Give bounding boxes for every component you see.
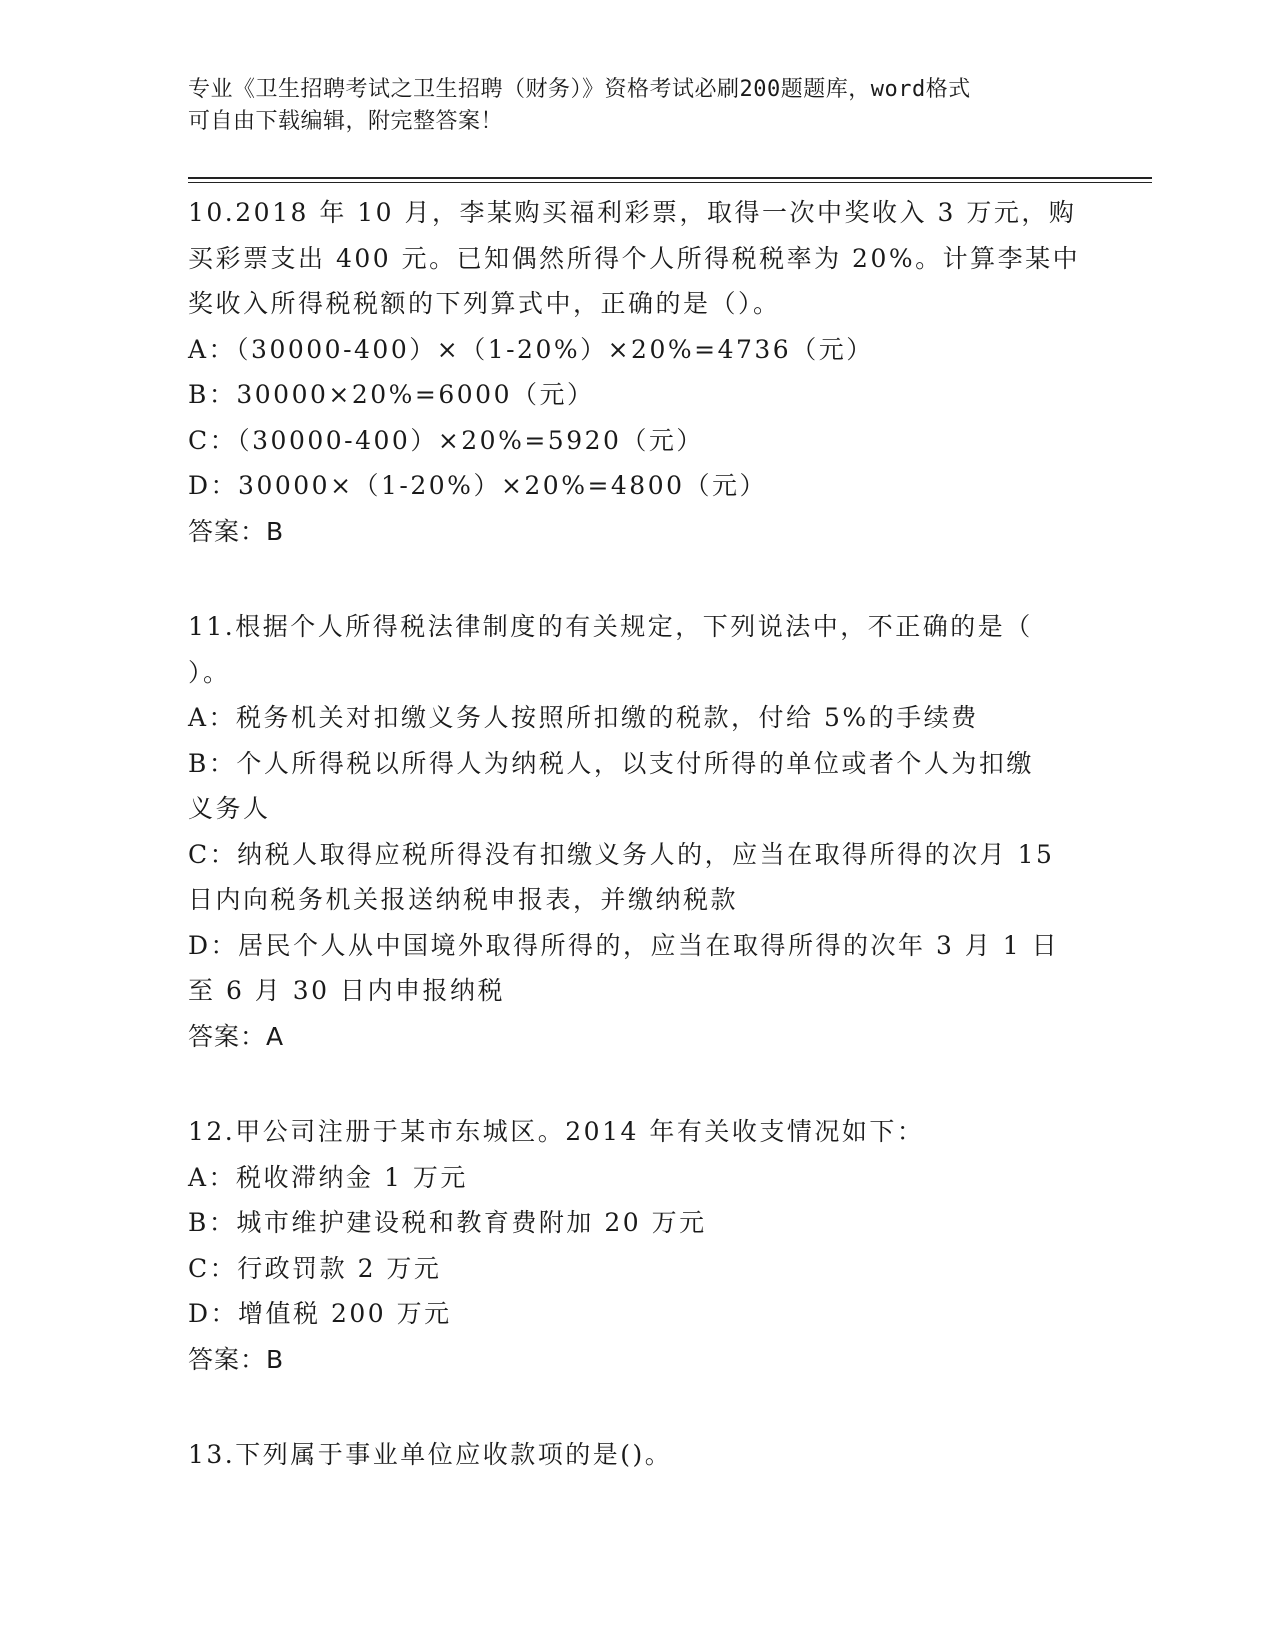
question-block [188,190,1088,554]
option-line: C：纳税人取得应税所得没有扣缴义务人的，应当在取得所得的次月 15 [188,839,1055,869]
option-line: C：行政罚款 2 万元 [188,1253,442,1283]
option-line: B：个人所得税以所得人为纳税人，以支付所得的单位或者个人为扣缴 [188,748,1034,778]
question-stem-line: 13.下列属于事业单位应收款项的是()。 [188,1440,673,1469]
question-block [188,1432,1088,1478]
option-line: A：税收滞纳金 1 万元 [188,1162,468,1192]
option-line: B：城市维护建设税和教育费附加 20 万元 [188,1208,707,1237]
header-divider [188,177,1152,179]
option-line: D：30000×（1-20%）×20%=4800（元） [188,471,768,500]
question-block [188,1109,1088,1382]
option-line: B：30000×20%=6000（元） [188,380,595,409]
question-list [188,190,1088,1528]
option-line: D：增值税 200 万元 [188,1299,452,1328]
question-stem-line: 12.甲公司注册于某市东城区。2014 年有关收支情况如下： [188,1117,925,1146]
question-stem-line: 买彩票支出 400 元。已知偶然所得个人所得税税率为 20%。计算李某中 [188,243,1081,273]
question-stem-line: 11.根据个人所得税法律制度的有关规定，下列说法中，不正确的是（ [188,612,1033,641]
option-line: A：税务机关对扣缴义务人按照所扣缴的税款，付给 5%的手续费 [188,703,979,732]
option-line: 义务人 [188,794,271,823]
header-divider-thin [188,182,1152,183]
option-line: C：（30000-400）×20%=5920（元） [188,425,704,455]
answer-label: 答案：B [188,516,285,546]
question-stem-line: 奖收入所得税税额的下列算式中，正确的是（）。 [188,289,781,318]
question-stem-line: 10.2018 年 10 月，李某购买福利彩票，取得一次中奖收入 3 万元，购 [188,198,1077,227]
question-block [188,604,1088,1059]
header-title-line-1: 专业《卫生招聘考试之卫生招聘（财务）》资格考试必刷200题题库，word格式 [188,77,971,102]
document-header [188,74,1068,138]
option-line: 日内向税务机关报送纳税申报表，并缴纳税款 [188,885,739,914]
answer-label: 答案：A [188,1021,285,1051]
option-line: D：居民个人从中国境外取得所得的，应当在取得所得的次年 3 月 1 日 [188,930,1060,960]
header-title-line-2: 可自由下载编辑，附完整答案！ [188,109,504,134]
option-line: A：（30000-400）×（1-20%）×20%=4736（元） [188,334,874,364]
question-stem-line: ）。 [188,657,231,687]
answer-label: 答案：B [188,1344,285,1374]
option-line: 至 6 月 30 日内申报纳税 [188,976,506,1005]
